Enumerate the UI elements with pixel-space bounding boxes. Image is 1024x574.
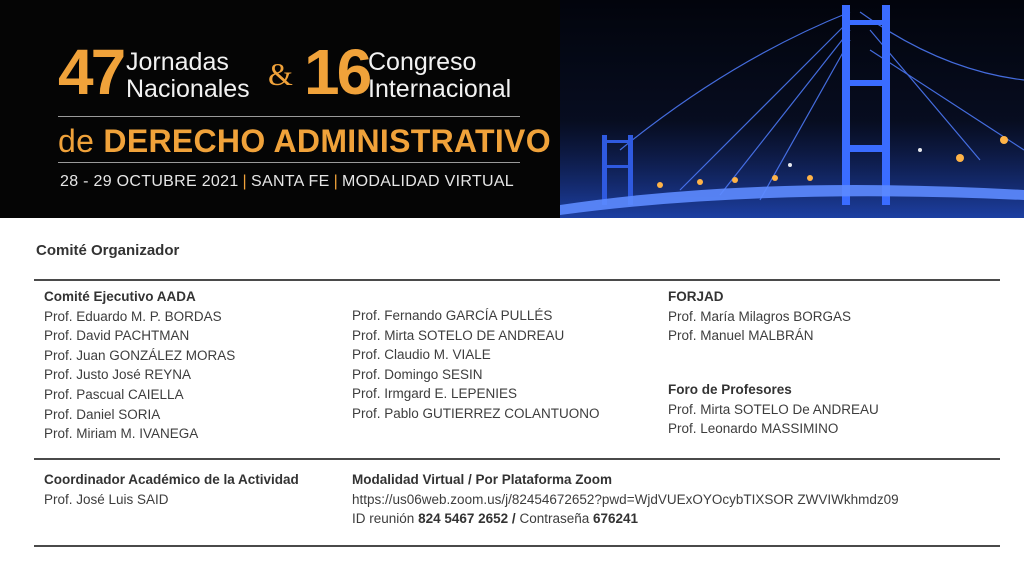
banner-divider-top	[58, 116, 520, 117]
page-heading: Comité Organizador	[36, 242, 180, 259]
bridge-night-photo	[560, 0, 1024, 218]
member-name: Prof. Claudio M. VIALE	[352, 347, 491, 363]
subtitle-prefix: de	[58, 123, 95, 159]
coordinador-name: Prof. José Luis SAID	[44, 491, 169, 507]
separator: |	[242, 173, 247, 190]
credentials-separator: /	[511, 511, 516, 527]
jornadas-number: 47	[58, 36, 124, 108]
member-name: Prof. Domingo SESIN	[352, 366, 483, 382]
jornadas-word-2: Nacionales	[126, 75, 250, 103]
coordinador-label: Coordinador Académico de la Actividad	[44, 472, 299, 487]
zoom-link[interactable]: https://us06web.zoom.us/j/82454672652?pwd=WjdVUExOYOcybTIXSOR ZWVIWkhmdz09	[352, 491, 899, 507]
zoom-credentials	[352, 509, 899, 529]
event-date: 28 - 29 OCTUBRE 2021	[60, 173, 239, 190]
zoom-label: Modalidad Virtual / Por Plataforma Zoom	[352, 472, 613, 487]
banner-date-line	[60, 172, 514, 192]
subtitle-main: DERECHO ADMINISTRATIVO	[103, 123, 551, 159]
member-name: Prof. David PACHTMAN	[44, 328, 190, 344]
member-name: Prof. Fernando GARCÍA PULLÉS	[352, 308, 553, 323]
event-mode: MODALIDAD VIRTUAL	[342, 173, 514, 190]
foro-section	[668, 380, 879, 439]
meeting-id-label: ID reunión	[352, 511, 415, 527]
ejecutivo-column-1	[44, 287, 235, 444]
jornadas-word-1: Jornadas	[126, 48, 229, 76]
forjad-label: FORJAD	[668, 289, 724, 304]
member-name: Prof. Mirta SOTELO De ANDREAU	[668, 401, 879, 417]
forjad-section	[668, 287, 851, 346]
member-name: Prof. Irmgard E. LEPENIES	[352, 386, 518, 402]
zoom-section	[352, 470, 899, 529]
password-label: Contraseña	[519, 511, 590, 527]
divider	[34, 279, 1000, 281]
member-name: Prof. Juan GONZÁLEZ MORAS	[44, 347, 236, 363]
foro-label: Foro de Profesores	[668, 382, 792, 397]
ampersand: &	[268, 56, 293, 92]
member-name: Prof. Manuel MALBRÁN	[668, 328, 814, 344]
member-name: Prof. Eduardo M. P. BORDAS	[44, 308, 222, 324]
congreso-number: 16	[304, 36, 370, 108]
congreso-word-2: Internacional	[368, 75, 512, 103]
separator: |	[333, 173, 339, 190]
member-name: Prof. Pablo GUTIERREZ COLANTUONO	[352, 405, 600, 421]
divider	[34, 458, 1000, 460]
coordinador-section	[44, 470, 299, 509]
member-name: Prof. Mirta SOTELO DE ANDREAU	[352, 327, 565, 343]
member-name: Prof. Pascual CAIELLA	[44, 386, 184, 402]
member-name: Prof. Leonardo MASSIMINO	[668, 421, 839, 437]
banner-divider-bottom	[58, 162, 520, 163]
event-place: SANTA FE	[251, 173, 330, 190]
member-name: Prof. María Milagros BORGAS	[668, 308, 852, 324]
banner-title-block	[58, 36, 551, 190]
member-name: Prof. Daniel SORIA	[44, 406, 161, 422]
divider	[34, 545, 1000, 547]
meeting-id-value: 824 5467 2652	[418, 511, 509, 527]
password-value: 676241	[593, 511, 639, 527]
ejecutivo-column-2	[352, 306, 600, 424]
banner-title-row	[58, 36, 528, 108]
member-name: Prof. Miriam M. IVANEGA	[44, 426, 199, 442]
event-banner	[0, 0, 1024, 218]
ejecutivo-label: Comité Ejecutivo AADA	[44, 289, 196, 304]
member-name: Prof. Justo José REYNA	[44, 367, 192, 383]
congreso-word-1: Congreso	[368, 48, 477, 76]
banner-subtitle	[58, 124, 551, 158]
